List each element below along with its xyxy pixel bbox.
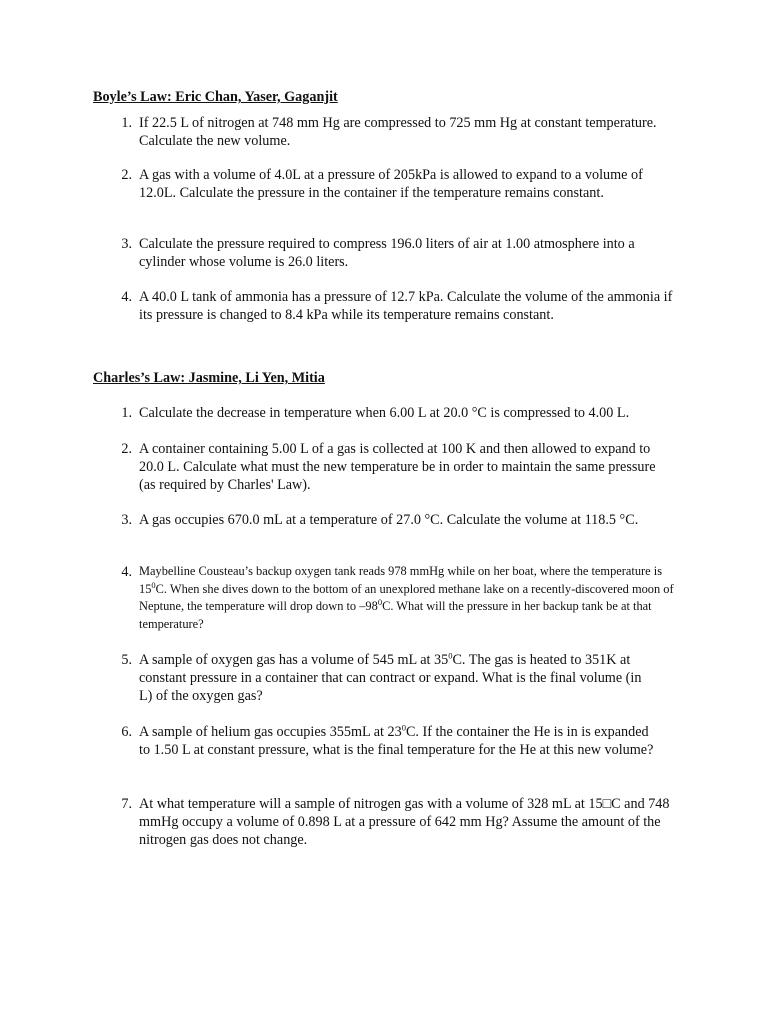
question-number: 4. [121, 289, 132, 305]
question-number: 3. [121, 512, 132, 528]
question-text: A gas with a volume of 4.0L at a pressure of 205kPa is allowed to expand to a volume of 12.0L. Calculate the pressure in the container if the temperature remains constant. [139, 167, 643, 202]
question-text: A sample of oxygen gas has a volume of 545 mL at $35^0C$. The gas is heated to 351K at constant pressure in a container that can contract or expand. What is the final volume (in L) of the oxygen gas? [139, 650, 642, 705]
degree-superscript: 0 [377, 597, 383, 608]
question-number: 1. [121, 115, 132, 131]
question-number: 6. [121, 724, 132, 740]
question-text: Maybelline Cousteau’s backup oxygen tank reads 978 mmHg while on her boat, where the temperature is $15^0C$. When she dives down to the bottom of an unexplored methane lake on a recently-discovered moon of Neptune, the temperature will drop down to $-98^0C$. What will the pressure in her backup tank be at that temperature? [139, 564, 674, 631]
question-number: 2. [121, 441, 132, 457]
charles-law-heading: Charles’s Law: Jasmine, Li Yen, Mitia [93, 370, 325, 386]
question-number: 1. [121, 405, 132, 421]
question-number: 5. [121, 652, 132, 668]
question-number: 3. [121, 236, 132, 252]
question-number: 2. [121, 167, 132, 183]
question-text: Calculate the pressure required to compress 196.0 liters of air at 1.00 atmosphere into a cylinder whose volume is 26.0 liters. [139, 236, 635, 271]
question-text: A sample of helium gas occupies 355mL at $23^0C$. If the container the He is in is expanded to 1.50 L at constant pressure, what is the final temperature for the He at this new volume? [139, 722, 654, 759]
degree-superscript: 0 [448, 650, 453, 661]
degree-superscript: 0 [151, 579, 156, 590]
question-number: 4. [121, 564, 132, 580]
question-text: At what temperature will a sample of nitrogen gas with a volume of 328 mL at 15□C and 748 mmHg occupy a volume of 0.898 L at a pressure of 642 mm Hg? Assume the amount of the nitrogen gas does not change. [139, 796, 670, 849]
question-text: A 40.0 L tank of ammonia has a pressure of 12.7 kPa. Calculate the volume of the ammonia if its pressure is changed to 8.4 kPa while its temperature remains constant. [139, 289, 673, 324]
question-text: If 22.5 L of nitrogen at 748 mm Hg are compressed to 725 mm Hg at constant temperature. Calculate the new volume. [139, 115, 657, 150]
question-number: 7. [121, 796, 132, 812]
boyles-law-heading: Boyle’s Law: Eric Chan, Yaser, Gaganjit [93, 89, 338, 105]
degree-superscript: 0 [401, 722, 406, 733]
question-text: Calculate the decrease in temperature when 6.00 L at 20.0 °C is compressed to 4.00 L. [139, 405, 630, 421]
question-text: A gas occupies 670.0 mL at a temperature of 27.0 °C. Calculate the volume at 118.5 °C. [139, 512, 639, 528]
question-text: A container containing 5.00 L of a gas is collected at 100 K and then allowed to expand to 20.0 L. Calculate what must the new temperature be in order to maintain the same pressure (as required by Charles' Law). [139, 441, 656, 494]
